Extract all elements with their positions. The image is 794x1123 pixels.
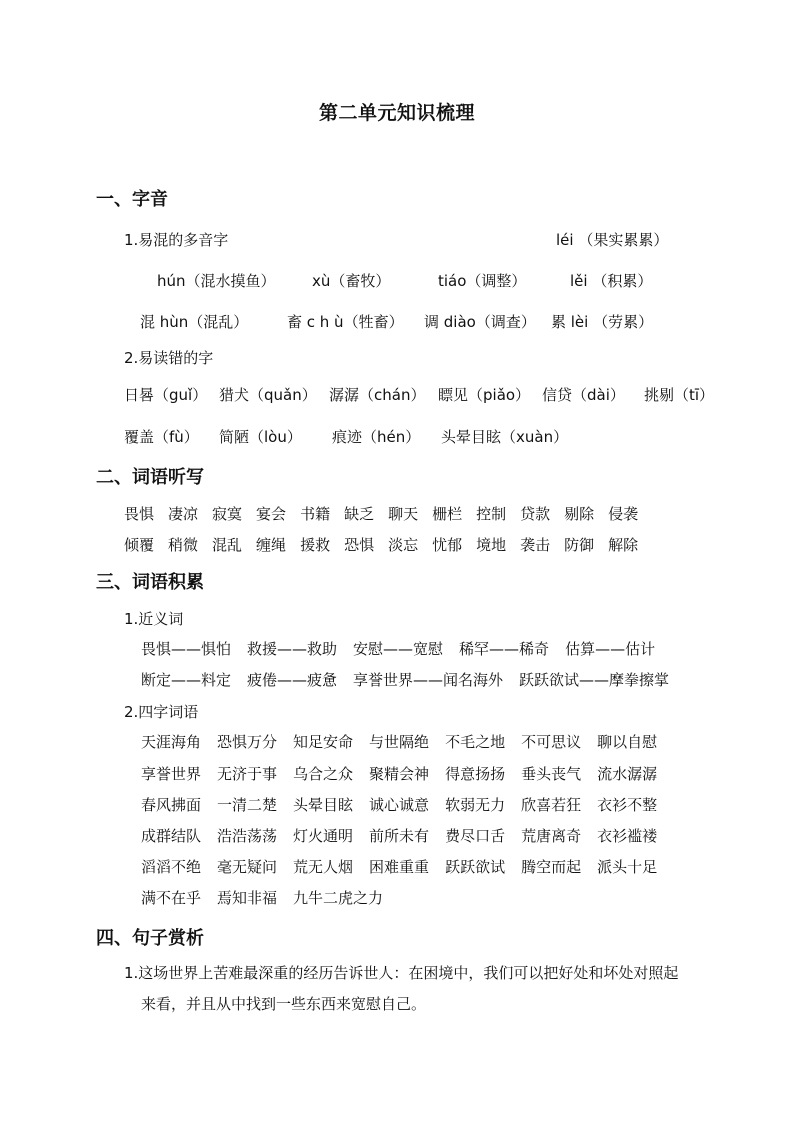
idiom: 享誉世界 (141, 765, 202, 783)
misread-item: 覆盖（fù） (124, 428, 199, 446)
section-heading-sentences: 四、句子赏析 (96, 928, 204, 949)
idiom: 前所未有 (369, 827, 430, 845)
idiom: 春风拂面 (141, 796, 202, 814)
dictation-word: 援救 (300, 536, 331, 554)
sentence-line-2: 来看，并且从中找到一些东西来宽慰自己。 (141, 995, 427, 1013)
synonym-pair: 享誉世界——闻名海外 (353, 671, 504, 689)
idiom-row (141, 731, 673, 752)
idiom: 困难重重 (369, 858, 430, 876)
idiom-row (141, 794, 673, 815)
dictation-word: 凄凉 (168, 505, 199, 523)
idiom: 毫无疑问 (217, 858, 278, 876)
misread-item: 猎犬（quǎn） (219, 386, 317, 404)
polyphone-row-1-item: hún（混水摸鱼） (157, 272, 276, 290)
idiom: 衣衫褴褛 (597, 827, 658, 845)
dictation-word: 防御 (564, 536, 595, 554)
synonym-pair: 跃跃欲试——摩拳擦掌 (519, 671, 670, 689)
dictation-word: 控制 (476, 505, 507, 523)
idiom: 腾空而起 (521, 858, 582, 876)
dictation-word: 境地 (476, 536, 507, 554)
polyphone-row-2-item: 畜 c h ù（牲畜） (287, 313, 404, 331)
idiom: 灯火通明 (293, 827, 354, 845)
misread-item: 简陋（lòu） (219, 428, 302, 446)
idiom: 恐惧万分 (217, 733, 278, 751)
idiom-row (141, 763, 673, 784)
idiom: 天涯海角 (141, 733, 202, 751)
synonym-pair: 断定——料定 (141, 671, 232, 689)
dictation-word: 缺乏 (344, 505, 375, 523)
page-title: 第二单元知识梳理 (318, 102, 475, 124)
synonym-pair: 救援——救助 (247, 640, 338, 658)
misread-item: 痕迹（hén） (332, 428, 421, 446)
misread-item: 挑剔（tī） (644, 386, 715, 404)
idiom: 九牛二虎之力 (293, 889, 384, 907)
idiom: 费尽口舌 (445, 827, 506, 845)
dictation-row-1 (124, 503, 652, 524)
misread-item: 头晕目眩（xuàn） (441, 428, 569, 446)
idiom-row (141, 856, 673, 877)
idiom: 与世隔绝 (369, 733, 430, 751)
idiom: 焉知非福 (217, 889, 278, 907)
dictation-word: 寂寞 (212, 505, 243, 523)
dictation-word: 畏惧 (124, 505, 155, 523)
misread-item: 潺潺（chán） (329, 386, 426, 404)
dictation-word: 侵袭 (608, 505, 639, 523)
polyphone-row-2-item: 累 lèi （劳累） (551, 313, 654, 331)
misread-item: 信贷（dài） (542, 386, 625, 404)
idiom: 乌合之众 (293, 765, 354, 783)
synonym-pair: 畏惧——惧怕 (141, 640, 232, 658)
dictation-word: 剔除 (564, 505, 595, 523)
idiom: 荒无人烟 (293, 858, 354, 876)
dictation-word: 淡忘 (388, 536, 419, 554)
idiom: 满不在乎 (141, 889, 202, 907)
synonym-row-2 (141, 669, 685, 690)
idiom: 一清二楚 (217, 796, 278, 814)
idiom-row (141, 887, 399, 908)
dictation-word: 袭击 (520, 536, 551, 554)
idiom: 知足安命 (293, 733, 354, 751)
synonym-pair: 安慰——宽慰 (353, 640, 444, 658)
idiom: 聊以自慰 (597, 733, 658, 751)
idiom: 不可思议 (521, 733, 582, 751)
dictation-word: 倾覆 (124, 536, 155, 554)
idiom: 流水潺潺 (597, 765, 658, 783)
dictation-word: 聊天 (388, 505, 419, 523)
idiom: 不毛之地 (445, 733, 506, 751)
dictation-word: 混乱 (212, 536, 243, 554)
idiom: 欣喜若狂 (521, 796, 582, 814)
dictation-word: 稍微 (168, 536, 199, 554)
idiom: 诚心诚意 (369, 796, 430, 814)
section-heading-accumulation: 三、词语积累 (96, 572, 204, 593)
idiom: 无济于事 (217, 765, 278, 783)
idiom: 滔滔不绝 (141, 858, 202, 876)
idiom: 头晕目眩 (293, 796, 354, 814)
dictation-word: 宴会 (256, 505, 287, 523)
polyphone-row-2-item: 混 hùn（混乱） (140, 313, 249, 331)
idiom: 衣衫不整 (597, 796, 658, 814)
idiom: 荒唐离奇 (521, 827, 582, 845)
synonym-pair: 估算——估计 (565, 640, 656, 658)
polyphone-label: 1.易混的多音字 (124, 231, 229, 249)
misread-item: 瞟见（piǎo） (438, 386, 531, 404)
idiom-row (141, 825, 673, 846)
idiom: 派头十足 (597, 858, 658, 876)
sentence-line-1: 1.这场世界上苦难最深重的经历告诉世人：在困境中，我们可以把好处和坏处对照起 (124, 964, 679, 982)
polyphone-row-2-item: 调 diào（调查） (424, 313, 536, 331)
idiom: 软弱无力 (445, 796, 506, 814)
idiom: 聚精会神 (369, 765, 430, 783)
idiom: 得意扬扬 (445, 765, 506, 783)
polyphone-lei-entry: léi （果实累累） (556, 231, 669, 249)
synonym-pair: 疲倦——疲惫 (247, 671, 338, 689)
synonym-row-1 (141, 638, 671, 659)
polyphone-row-1-item: xù（畜牧） (312, 272, 391, 290)
dictation-word: 恐惧 (344, 536, 375, 554)
polyphone-row-1-item: lěi （积累） (570, 272, 653, 290)
polyphone-row-1-item: tiáo（调整） (438, 272, 527, 290)
dictation-word: 书籍 (300, 505, 331, 523)
idiom-label: 2.四字词语 (124, 703, 199, 721)
section-heading-pronunciation: 一、字音 (96, 189, 168, 210)
dictation-word: 缠绳 (256, 536, 287, 554)
idiom: 成群结队 (141, 827, 202, 845)
misread-label: 2.易读错的字 (124, 349, 214, 367)
dictation-word: 解除 (608, 536, 639, 554)
misread-item: 日晷（guǐ） (124, 386, 208, 404)
synonym-pair: 稀罕——稀奇 (459, 640, 550, 658)
idiom: 浩浩荡荡 (217, 827, 278, 845)
dictation-word: 栅栏 (432, 505, 463, 523)
dictation-row-2 (124, 534, 652, 555)
section-heading-dictation: 二、词语听写 (96, 467, 204, 488)
dictation-word: 贷款 (520, 505, 551, 523)
idiom: 跃跃欲试 (445, 858, 506, 876)
dictation-word: 忧郁 (432, 536, 463, 554)
idiom: 垂头丧气 (521, 765, 582, 783)
synonym-label: 1.近义词 (124, 610, 184, 628)
